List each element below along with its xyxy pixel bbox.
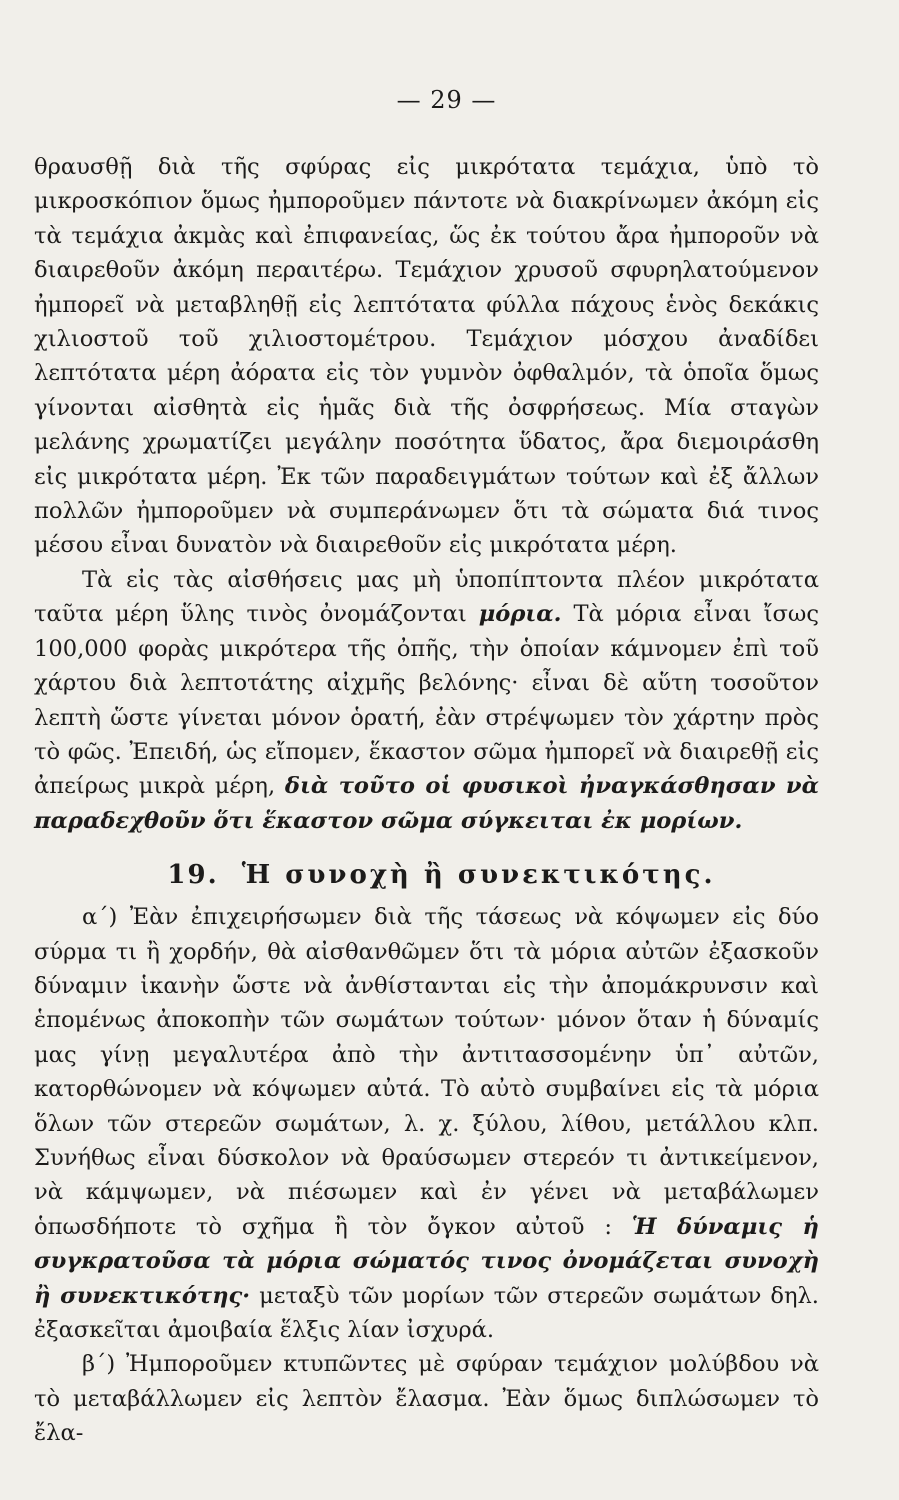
paragraph-molecules [34, 563, 819, 838]
cohesion-definition: Ἡ δύναμις ἡ συγκρατοῦσα τὰ μόρια σώματός τινος ὀνομάζεται συνοχὴ ἢ συνεκτικότης· [34, 1213, 819, 1309]
paragraph-cohesion-text-a: α΄) Ἐὰν ἐπιχειρήσωμεν διὰ τῆς τάσεως νὰ κόψωμεν εἰς δύο σύρμα τι ἢ χορδήν, θὰ αἰσθανθῶμεν ὅτι τὰ μόρια αὐτῶν ἐξασκοῦν δύναμιν ἱκανὴν ὥστε νὰ ἀνθίστανται εἰς τὴν ἀπομάκρυνσιν καὶ ἑπομένως ἀποκοπὴν τῶν σωμάτων τούτων· μόνον ὅταν ἡ δύναμίς μας γίνῃ μεγαλυτέρα ἀπὸ τὴν ἀντιτασσομένην ὑπ᾽ αὐτῶν, κατορθώνομεν νὰ κόψωμεν αὐτά. Τὸ αὐτὸ συμβαίνει εἰς τὰ μόρια ὅλων τῶν στερεῶν σωμάτων, λ. χ. ξύλου, λίθου, μετάλλου κλπ. Συνήθως εἶναι δύσκολον νὰ θραύσωμεν στερεόν τι ἀντικείμενον, νὰ κάμψωμεν, νὰ πιέσωμεν καὶ ἐν γένει νὰ μεταβάλωμεν ὁπωσδήποτε τὸ σχῆμα ἢ τὸν ὄγκον αὐτοῦ : [34, 904, 819, 1240]
section-number: 19. [167, 860, 219, 891]
section-title: Ἡ συνοχὴ ἢ συνεκτικότης. [241, 860, 716, 891]
paragraph-cohesion-b: β΄) Ἠμποροῦμεν κτυπῶντες μὲ σφύραν τεμάχιον μολύβδου νὰ τὸ μεταβάλλωμεν εἰς λεπτὸν ἔλασμα. Ἐὰν ὅμως διπλώσωμεν τὸ ἔλα- [34, 1351, 819, 1447]
paragraph-cohesion-a [34, 900, 819, 1347]
paragraph-molecules-text-a: Τὰ εἰς τὰς αἰσθήσεις μας μὴ ὑποπίπτοντα πλέον μικρότατα ταῦτα μέρη ὕλης τινὸς ὀνομάζονται [34, 566, 819, 628]
term-moria: μόρια. [478, 601, 562, 628]
paragraph-molecules-text-b: Τὰ μόρια εἶναι ἴσως 100,000 φορὰς μικρότερα τῆς ὀπῆς, τὴν ὁποίαν κάμνομεν ἐπὶ τοῦ χάρτου διὰ λεπτοτάτης αἰχμῆς βελόνης· εἶναι δὲ αὕτη τοσοῦτον λεπτὴ ὥστε γίνεται μόνον ὁρατή, ἐὰν στρέψωμεν τὸν χάρτην πρὸς τὸ φῶς. Ἐπειδή, ὡς εἴπομεν, ἕκαστον σῶμα ἠμπορεῖ νὰ διαιρεθῇ εἰς ἀπείρως μικρὰ μέρη, [34, 601, 819, 800]
paragraph-cohesion-text-b: μεταξὺ τῶν μορίων τῶν στερεῶν σωμάτων δηλ. ἐξασκεῖται ἀμοιβαία ἕλξις λίαν ἰσχυρά. [34, 1282, 819, 1343]
section-heading [34, 860, 819, 890]
molecules-conclusion: διὰ τοῦτο οἱ φυσικοὶ ἠναγκάσθησαν νὰ παραδεχθοῦν ὅτι ἕκαστον σῶμα σύγκειται ἐκ μορίων. [34, 773, 819, 834]
page-number: — 29 — [396, 86, 497, 114]
paragraph-divisibility: θραυσθῇ διὰ τῆς σφύρας εἰς μικρότατα τεμάχια, ὑπὸ τὸ μικροσκόπιον ὅμως ἠμποροῦμεν πάντοτε νὰ διακρίνωμεν ἀκόμη εἰς τὰ τεμάχια ἀκμὰς καὶ ἐπιφανείας, ὥς ἐκ τούτου ἄρα ἠμποροῦν νὰ διαιρεθοῦν ἀκόμη περαιτέρω. Τεμάχιον χρυσοῦ σφυρηλατούμενον ἠμπορεῖ νὰ μεταβληθῇ εἰς λεπτότατα φύλλα πάχους ἑνὸς δεκάκις χιλιοστοῦ τοῦ χιλιοστομέτρου. Τεμάχιον μόσχου ἀναδίδει λεπτότατα μέρη ἀόρατα εἰς τὸν γυμνὸν ὀφθαλμόν, τὰ ὁποῖα ὅμως γίνονται αἰσθητὰ εἰς ἡμᾶς διὰ τῆς ὀσφρήσεως. Μία σταγὼν μελάνης χρωματίζει μεγάλην ποσότητα ὕδατος, ἄρα διεμοιράσθη εἰς μικρότατα μέρη. Ἐκ τῶν παραδειγμάτων τούτων καὶ ἐξ ἄλλων πολλῶν ἠμποροῦμεν νὰ συμπεράνωμεν ὅτι τὰ σώματα διά τινος μέσου εἶναι δυνατὸν νὰ διαιρεθοῦν εἰς μικρότατα μέρη. [34, 154, 819, 559]
